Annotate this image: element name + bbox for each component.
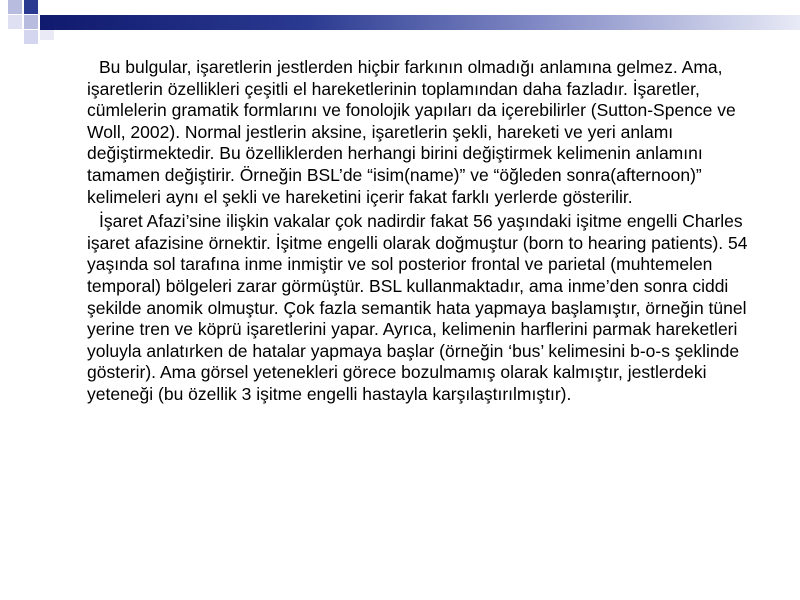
- paragraph-2-text: İşaret Afazi’sine ilişkin vakalar çok nadirdir fakat 56 yaşındaki işitme engelli Charles işaret afazisine örnektir. İşitme engelli olarak doğmuştur (born to hearing patients). 54 yaşında sol tarafına inme inmiştir ve sol posterior frontal ve parietal (muhtemelen temporal) bölgeleri zarar görmüştür. BSL kullanmaktadır, ama inme’den sonra ciddi şekilde anomik olmuştur. Çok fazla semantik hata yapmaya başlamıştır, örneğin tünel yerine tren ve köprü işaretlerini yapar. Ayrıca, kelimenin harflerini parmak hareketleri yoluyla anlatırken de hatalar yapmaya başlar (örneğin ‘bus’ kelimesini b-o-s şeklinde gösterir). Ama görsel yetenekleri görece bozulmamış olarak kalmıştır, jestlerdeki yeteneği (bu özellik 3 işitme engelli hastayla karşılaştırılmıştır).: [87, 211, 748, 404]
- paragraph-2: [87, 211, 767, 405]
- decor-square: [24, 15, 38, 29]
- decor-square: [24, 30, 38, 44]
- header-gradient-bar: [40, 15, 800, 30]
- paragraph-1-text: Bu bulgular, işaretlerin jestlerden hiçbir farkının olmadığı anlamına gelmez. Ama, işaretlerin özellikleri çeşitli el hareketlerinin toplamından daha fazladır. İşaretler, cümlelerin gramatik formlarını ve fonolojik yapıları da içerebilirler (Sutton-Spence ve Woll, 2002). Normal jestlerin aksine, işaretlerin şekli, hareketi ve yeri anlamı değiştirmektedir. Bu özelliklerden herhangi birini değiştirmek kelimenin anlamını tamamen değiştirir. Örneğin BSL’de “isim(name)” ve “öğleden sonra(afternoon)” kelimeleri aynı el şekli ve hareketini içerir fakat farklı yerlerde gösterilir.: [87, 57, 736, 207]
- paragraph-1: [87, 57, 767, 208]
- decor-square: [40, 30, 54, 40]
- decor-square: [8, 15, 22, 29]
- decor-square: [8, 0, 22, 14]
- slide-body: [87, 57, 767, 409]
- decor-square: [24, 0, 38, 14]
